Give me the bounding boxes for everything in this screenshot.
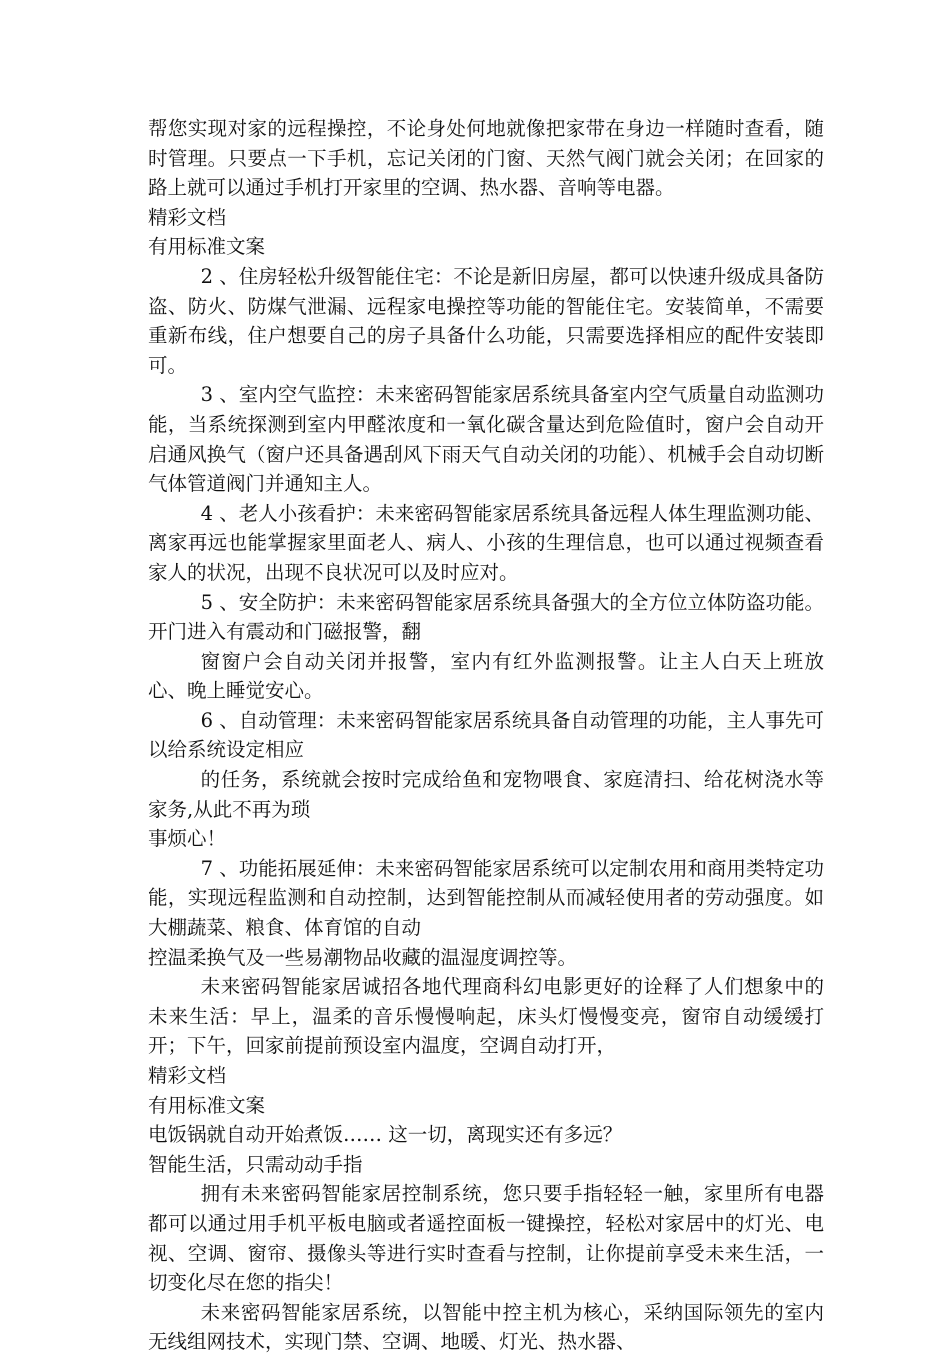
header-label-jingcai-2: 精彩文档 bbox=[148, 1064, 227, 1087]
paragraph-item-7: 7 、功能拓展延伸：未来密码智能家居系统可以定制农用和商用类特定功能，实现远程监测和自动控制，达到智能控制从而减轻使用者的劳动强度。如大棚蔬菜、粮食、体育馆的自动 bbox=[148, 856, 824, 940]
paragraph-item-4: 4 、老人小孩看护：未来密码智能家居系统具备远程人体生理监测功能、离家再远也能掌握家里面老人、病人、小孩的生理信息，也可以通过视频查看家人的状况，出现不良状况可以及时应对。 bbox=[148, 501, 824, 584]
paragraph-rice-cooker: 电饭锅就自动开始煮饭…… 这一切，离现实还有多远？ bbox=[148, 1123, 623, 1147]
document-body bbox=[148, 114, 824, 1357]
paragraph-intro-remote-control: 帮您实现对家的远程操控，不论身处何地就像把家带在身边一样随时查看，随时管理。只要点一下手机，忘记关闭的门窗、天然气阀门就会关闭；在回家的路上就可以通过手机打开家里的空调、热水器、音响等电器。 bbox=[148, 117, 824, 200]
paragraph-item-6-end: 事烦心！ bbox=[148, 827, 227, 851]
paragraph-item-5: 5 、安全防护：未来密码智能家居系统具备强大的全方位立体防盗功能。开门进入有震动和门磁报警，翻 bbox=[148, 590, 824, 644]
paragraph-item-3: 3 、室内空气监控：未来密码智能家居系统具备室内空气质量自动监测功能，当系统探测到室内甲醛浓度和一氧化碳含量达到危险值时，窗户会自动开启通风换气（窗户还具备遇刮风下雨天气自动关闭的功能）、机械手会自动切断气体管道阀门并通知主人。 bbox=[148, 383, 824, 496]
paragraph-future-life: 未来密码智能家居诚招各地代理商科幻电影更好的诠释了人们想象中的未来生活：早上，温柔的音乐慢慢响起，床头灯慢慢变亮，窗帘自动缓缓打开；下午，回家前提前预设室内温度，空调自动打开， bbox=[148, 975, 824, 1058]
paragraph-item-6-continued: 的任务，系统就会按时完成给鱼和宠物喂食、家庭清扫、给花树浇水等家务,从此不再为琐 bbox=[148, 768, 824, 821]
header-label-youyong-2: 有用标准文案 bbox=[148, 1093, 266, 1117]
header-label-jingcai: 精彩文档 bbox=[148, 205, 227, 229]
header-label-youyong: 有用标准文案 bbox=[148, 235, 266, 259]
paragraph-item-7-end: 控温柔换气及一些易潮物品收藏的温湿度调控等。 bbox=[148, 945, 578, 969]
paragraph-control-system: 拥有未来密码智能家居控制系统，您只要手指轻轻一触，家里所有电器都可以通过用手机平板电脑或者遥控面板一键操控，轻松对家居中的灯光、电视、空调、窗帘、摄像头等进行实时查看与控制，让你提前享受未来生活，一切变化尽在您的指尖！ bbox=[148, 1182, 824, 1295]
paragraph-system-core: 未来密码智能家居系统，以智能中控主机为核心，采纳国际领先的室内无线组网技术，实现门禁、空调、地暖、灯光、热水器、 bbox=[148, 1300, 824, 1354]
paragraph-item-5-continued: 窗窗户会自动关闭并报警，室内有红外监测报警。让主人白天上班放心、晚上睡觉安心。 bbox=[148, 649, 824, 703]
paragraph-item-2: 2 、住房轻松升级智能住宅：不论是新旧房屋，都可以快速升级成具备防盗、防火、防煤气泄漏、远程家电操控等功能的智能住宅。安装简单，不需要重新布线，住户想要自己的房子具备什么功能，只需要选择相应的配件安装即可。 bbox=[148, 264, 824, 377]
paragraph-item-6: 6 、自动管理：未来密码智能家居系统具备自动管理的功能，主人事先可以给系统设定相应 bbox=[148, 708, 824, 762]
section-heading-smart-life: 智能生活，只需动动手指 bbox=[148, 1152, 363, 1176]
